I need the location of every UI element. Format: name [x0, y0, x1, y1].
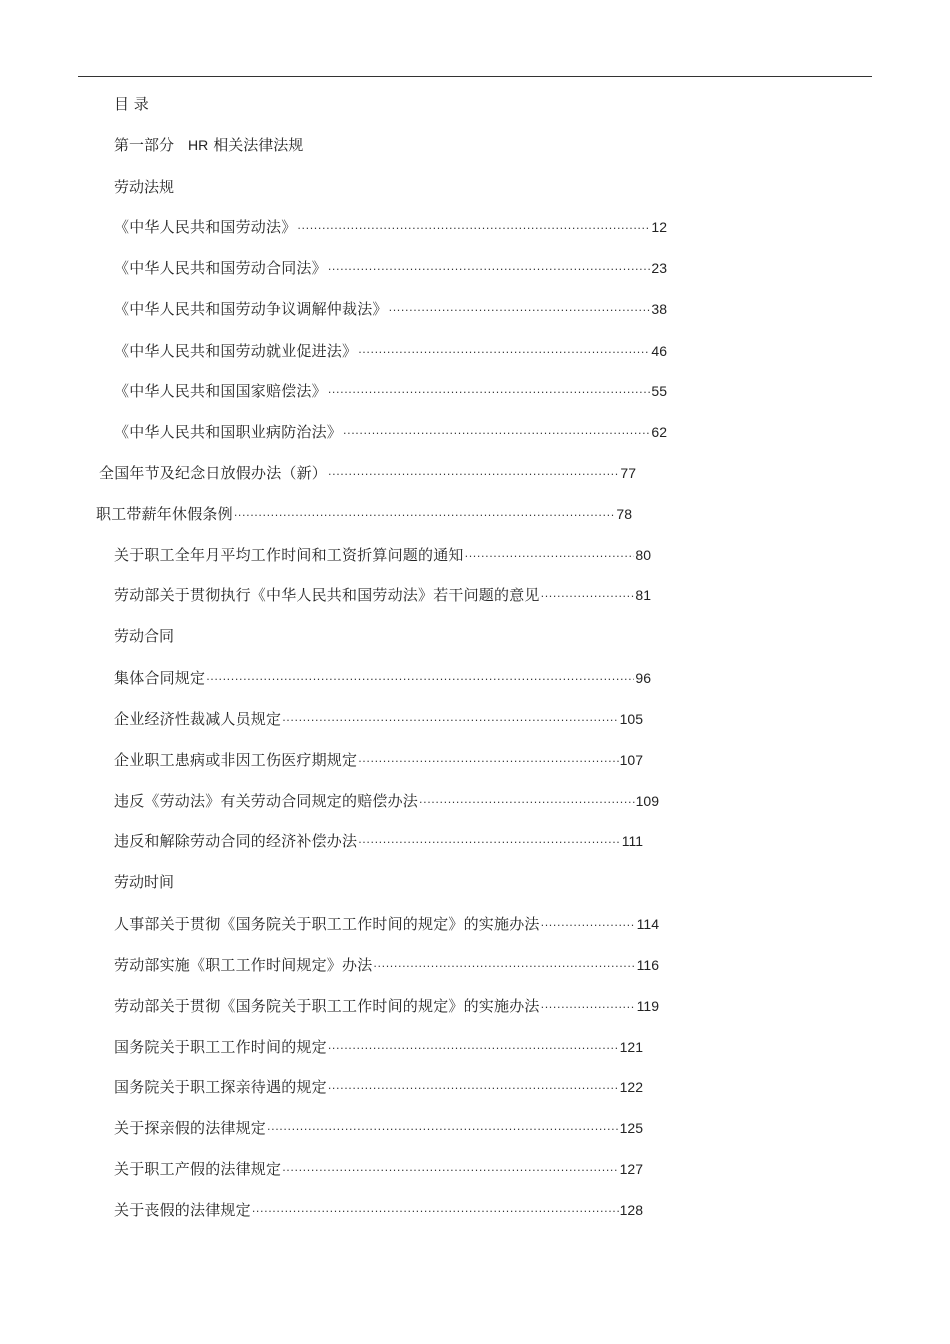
dot-leader: [541, 997, 636, 1019]
toc-entry[interactable]: [96, 503, 632, 525]
toc-entry-title: 违反《劳动法》有关劳动合同规定的赔偿办法: [114, 792, 419, 810]
toc-entry[interactable]: [114, 1076, 643, 1098]
toc-entry[interactable]: [114, 340, 667, 362]
header-rule: [78, 76, 872, 77]
toc-title: 目 录: [114, 95, 149, 113]
section-heading-labor-time: 劳动时间: [114, 873, 175, 891]
toc-entry-title: 《中华人民共和国劳动法》: [114, 218, 297, 236]
toc-entry-page: 96: [635, 670, 651, 686]
dot-leader: [541, 586, 635, 608]
toc-entry-page: 127: [619, 1161, 643, 1177]
toc-entry-page: 78: [616, 506, 632, 522]
toc-entry-title: 集体合同规定: [114, 669, 206, 687]
dot-leader: [358, 751, 618, 773]
dot-leader: [343, 423, 650, 445]
toc-entry-title: 关于职工全年月平均工作时间和工资折算问题的通知: [114, 546, 464, 564]
part-code: HR: [188, 137, 209, 153]
section-heading-labor-law: 劳动法规: [114, 178, 175, 196]
part-heading: [114, 134, 303, 156]
toc-entry[interactable]: [114, 1199, 643, 1221]
toc-entry-title: 关于探亲假的法律规定: [114, 1119, 267, 1137]
toc-entry-title: 劳动部实施《职工工作时间规定》办法: [114, 956, 373, 974]
dot-leader: [206, 669, 634, 691]
toc-entry-page: 111: [621, 833, 643, 849]
toc-entry-title: 《中华人民共和国职业病防治法》: [114, 423, 343, 441]
toc-entry-page: 46: [651, 343, 667, 359]
toc-entry-page: 23: [651, 260, 667, 276]
dot-leader: [419, 792, 635, 814]
toc-entry[interactable]: [114, 954, 659, 976]
dot-leader: [234, 505, 616, 527]
dot-leader: [297, 218, 650, 240]
toc-entry-page: 77: [620, 465, 636, 481]
toc-entry-title: 关于丧假的法律规定: [114, 1201, 251, 1219]
toc-entry-page: 109: [635, 793, 659, 809]
toc-entry-page: 12: [651, 219, 667, 235]
toc-entry-title: 劳动部关于贯彻《国务院关于职工工作时间的规定》的实施办法: [114, 997, 540, 1015]
toc-entry[interactable]: [114, 584, 651, 606]
toc-entry-title: 国务院关于职工探亲待遇的规定: [114, 1078, 327, 1096]
toc-entry[interactable]: [114, 1117, 643, 1139]
toc-entry-title: 违反和解除劳动合同的经济补偿办法: [114, 832, 358, 850]
part-rest: 相关法律法规: [213, 136, 304, 154]
toc-entry[interactable]: [114, 995, 659, 1017]
dot-leader: [373, 956, 635, 978]
part-prefix: 第一部分: [114, 136, 175, 154]
toc-entry-page: 105: [619, 711, 643, 727]
dot-leader: [358, 342, 650, 364]
toc-entry-title: 《中华人民共和国劳动就业促进法》: [114, 342, 358, 360]
toc-entry-title: 企业职工患病或非因工伤医疗期规定: [114, 751, 358, 769]
toc-entry[interactable]: [114, 1036, 643, 1058]
toc-entry-title: 劳动部关于贯彻执行《中华人民共和国劳动法》若干问题的意见: [114, 586, 540, 604]
toc-entry[interactable]: [114, 257, 667, 279]
dot-leader: [267, 1119, 619, 1141]
dot-leader: [389, 300, 651, 322]
toc-entry-title: 《中华人民共和国劳动争议调解仲裁法》: [114, 300, 388, 318]
section-heading-labor-contract: 劳动合同: [114, 627, 175, 645]
toc-entry-title: 《中华人民共和国劳动合同法》: [114, 259, 327, 277]
dot-leader: [328, 259, 651, 281]
toc-entry-title: 职工带薪年休假条例: [96, 505, 233, 523]
toc-entry-title: 全国年节及纪念日放假办法（新）: [99, 464, 328, 482]
toc-entry[interactable]: [114, 830, 643, 852]
dot-leader: [252, 1201, 619, 1223]
dot-leader: [328, 1038, 619, 1060]
toc-entry-page: 114: [636, 916, 659, 932]
toc-entry-page: 81: [635, 587, 651, 603]
dot-leader: [358, 832, 621, 854]
toc-entry-page: 80: [635, 547, 651, 563]
toc-entry-title: 关于职工产假的法律规定: [114, 1160, 282, 1178]
toc-entry[interactable]: [114, 913, 659, 935]
toc-entry[interactable]: [114, 421, 667, 443]
toc-entry-page: 121: [619, 1039, 643, 1055]
toc-entry-title: 人事部关于贯彻《国务院关于职工工作时间的规定》的实施办法: [114, 915, 540, 933]
toc-entry-page: 122: [619, 1079, 643, 1095]
toc-entry[interactable]: [114, 708, 643, 730]
toc-entry-page: 119: [636, 998, 659, 1014]
toc-entry[interactable]: [114, 749, 643, 771]
toc-entry-page: 38: [651, 301, 667, 317]
toc-entry-page: 125: [619, 1120, 643, 1136]
dot-leader: [328, 464, 619, 486]
toc-entry[interactable]: [114, 544, 651, 566]
toc-entry[interactable]: [99, 462, 636, 484]
dot-leader: [282, 1160, 618, 1182]
toc-entry-title: 《中华人民共和国国家赔偿法》: [114, 382, 327, 400]
toc-entry-page: 116: [636, 957, 659, 973]
toc-entry-page: 62: [651, 424, 667, 440]
toc-entry-page: 128: [619, 1202, 643, 1218]
toc-entry[interactable]: [114, 380, 667, 402]
toc-entry[interactable]: [114, 298, 667, 320]
dot-leader: [465, 546, 635, 568]
toc-entry[interactable]: [114, 216, 667, 238]
toc-entry-page: 55: [651, 383, 667, 399]
dot-leader: [282, 710, 618, 732]
toc-entry-title: 国务院关于职工工作时间的规定: [114, 1038, 327, 1056]
toc-entry[interactable]: [114, 1158, 643, 1180]
dot-leader: [328, 382, 651, 404]
toc-entry[interactable]: [114, 790, 659, 812]
dot-leader: [541, 915, 636, 937]
toc-entry-title: 企业经济性裁减人员规定: [114, 710, 282, 728]
dot-leader: [328, 1078, 619, 1100]
toc-entry[interactable]: [114, 667, 651, 689]
toc-entry-page: 107: [619, 752, 643, 768]
